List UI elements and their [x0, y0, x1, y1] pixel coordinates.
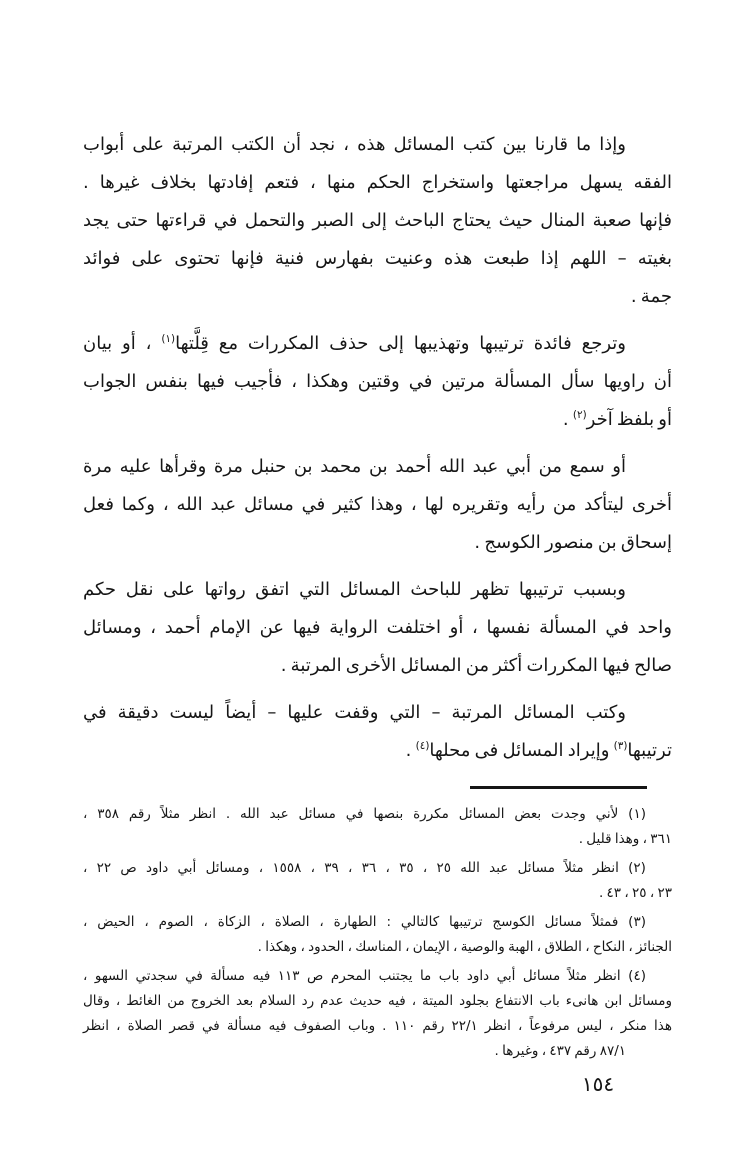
body-line: أن راويها سأل المسألة مرتين في وقتين وهكذا ، فأجيب فيها بنفس الجواب	[83, 371, 672, 392]
paragraph	[83, 571, 672, 685]
footnote-marker: (١)	[161, 333, 176, 345]
fn-line: ٢٣ ، ٢٥ ، ٤٣ .	[598, 885, 672, 901]
fn-line: الجنائز ، النكاح ، الطلاق ، الهبة والوصية ، الإيمان ، المناسك ، الحدود ، وهكذا .	[257, 939, 672, 955]
fn-line: (٢) انظر مثلاً مسائل عبد الله ٢٥ ، ٣٥ ، ٣٦ ، ٣٩ ، ١٥٥٨ ، ومسائل أبي داود ص ٢٢ ،	[83, 860, 646, 876]
body-line: واحد في المسألة نفسها ، أو اختلفت الرواية فيها عن الإمام أحمد ، ومسائل	[83, 617, 672, 638]
body-line: ترتيبها$^{(٣)}$ وإيراد المسائل فى محلها$^{(٤)}$ .	[405, 740, 672, 761]
footnote-marker: (٤)	[415, 740, 430, 752]
footnote-separator-rule	[470, 786, 647, 789]
footnote	[83, 910, 672, 960]
body-line: أو سمع من أبي عبد الله أحمد بن محمد بن حنبل مرة وقرأها عليه مرة	[83, 456, 626, 477]
body-line: أخرى ليتأكد من رأيه وتقريره لها ، وهذا كثير في مسائل عبد الله ، وكما فعل	[83, 494, 672, 515]
body-line: وكتب المسائل المرتبة – التي وقفت عليها – أيضاً ليست دقيقة في	[83, 702, 626, 723]
footnote	[83, 856, 672, 906]
body-line: فإنها صعبة المنال حيث يحتاج الباحث إلى الصبر والتحمل في قراءتها حتى يجد	[83, 210, 672, 231]
fn-line: ومسائل ابن هانىء باب الانتفاع بجلود الميتة ، فيه حديث عدم رد السلام بعد الخروج من الغائط ، وقال	[83, 993, 672, 1009]
body-text	[83, 126, 672, 779]
body-line: أو بلفظ آخر$^{(٢)}$ .	[562, 409, 672, 430]
body-line: وترجع فائدة ترتيبها وتهذيبها إلى حذف المكررات مع قِلَّتها$^{(١)}$ ، أو بيان	[83, 333, 626, 354]
paragraph	[83, 126, 672, 316]
fn-line: هذا منكر ، ليس مرفوعاً ، انظر ٢٢/١ رقم ١١٠ . وباب الصفوف فيه مسألة في قصر الصلاة ، انظر	[83, 1018, 672, 1034]
footnote-marker: (٣)	[613, 740, 628, 752]
fn-line: (١) لأني وجدت بعض المسائل مكررة بنصها في مسائل عبد الله . انظر مثلاً رقم ٣٥٨ ،	[83, 806, 646, 822]
body-line: إسحاق بن منصور الكوسج .	[474, 532, 672, 553]
footnote	[83, 964, 672, 1064]
fn-line: (٣) فمثلاً مسائل الكوسج ترتيبها كالتالي : الطهارة ، الصلاة ، الزكاة ، الصوم ، الحيض ،	[83, 914, 646, 930]
footnote	[83, 802, 672, 852]
paragraph	[83, 448, 672, 562]
fn-line: ٨٧/١ رقم ٤٣٧ ، وغيرها .	[494, 1043, 626, 1059]
page-number: ١٥٤	[581, 1072, 615, 1096]
body-line: وبسبب ترتيبها تظهر للباحث المسائل التي اتفق رواتها على نقل حكم	[83, 579, 626, 600]
paragraph	[83, 325, 672, 439]
fn-line: ٣٦١ ، وهذا قليل .	[578, 831, 672, 847]
body-line: جمة .	[630, 286, 672, 307]
body-line: الفقه يسهل مراجعتها واستخراج الحكم منها ، فتعم إفادتها بخلاف غيرها .	[83, 172, 672, 193]
footnotes-block	[83, 802, 672, 1068]
body-line: بغيته – اللهم إذا طبعت هذه وعنيت بفهارس فنية فإنها تحتوى على فوائد	[83, 248, 672, 269]
fn-line: (٤) انظر مثلاً مسائل أبي داود باب ما يجتنب المحرم ص ١١٣ فيه مسألة في سجدتي السهو ،	[83, 968, 646, 984]
body-line: صالح فيها المكررات أكثر من المسائل الأخرى المرتبة .	[280, 655, 672, 676]
body-line: وإذا ما قارنا بين كتب المسائل هذه ، نجد أن الكتب المرتبة على أبواب	[83, 134, 626, 155]
footnote-marker: (٢)	[572, 409, 587, 421]
paragraph	[83, 694, 672, 770]
